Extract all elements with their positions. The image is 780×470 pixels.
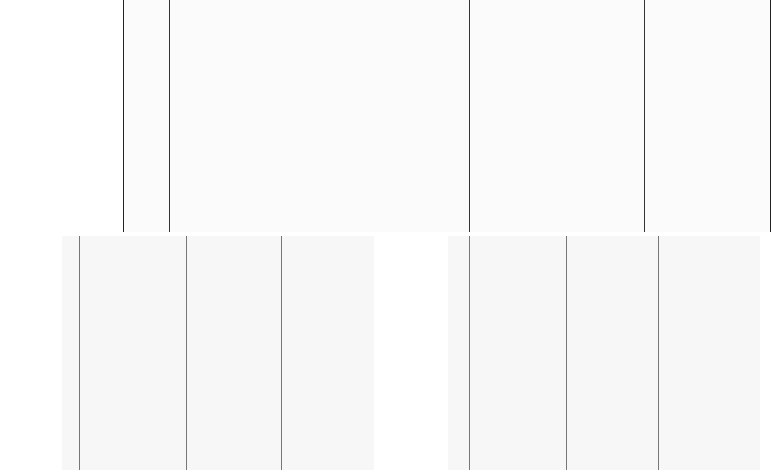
column-divider [79, 236, 80, 470]
bottom-left-transfer-table [62, 236, 374, 470]
column-divider [469, 0, 470, 232]
column-divider [658, 236, 659, 470]
column-divider [644, 0, 645, 232]
bottom-right-transfer-table [448, 236, 760, 470]
top-transfer-table [123, 0, 771, 232]
column-divider [469, 236, 470, 470]
column-divider [169, 0, 170, 232]
column-divider [186, 236, 187, 470]
column-divider [566, 236, 567, 470]
column-divider [281, 236, 282, 470]
